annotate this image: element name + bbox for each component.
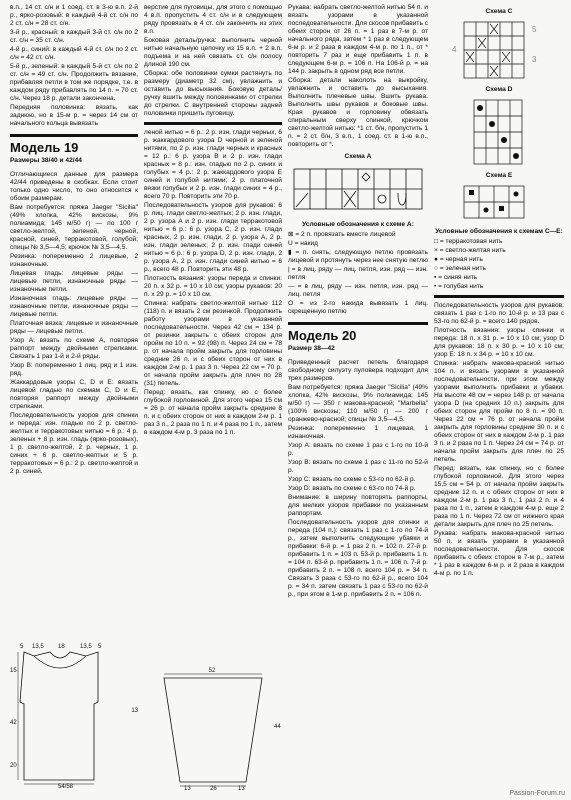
schema-a-chart — [288, 163, 428, 215]
paragraph: Узор D: вязать по схеме с 63-го по 74-й р. — [288, 485, 416, 492]
diagram-width-5: 5 — [98, 644, 102, 650]
sleeve-diagram — [144, 664, 282, 794]
schema-d-chart — [434, 96, 564, 168]
paragraph: Сборка: обе половинки сумки растянуть по размеру (диаметр 32 см), увлажнить и оставить до высыхания. Боковую деталь/ручку вшить между половинками от стрелки до стрелки. С внутренней стороны задней половинки пришить пуговицу. — [144, 70, 282, 117]
paragraph: Резинка: попеременно 1 лицевая, 1 изнаночная. — [288, 425, 428, 440]
model-19-body — [10, 171, 138, 476]
paragraph: Рукава: набрать макова-красной нитью 50 п. и вязать узорами в указанной последовательности. Для скосов прибавить с обеих сторон в 7-м р., затем * 1 раз в каждом 6-м р. и 2 раза в каждом 4-м р. по 1 п. — [434, 530, 564, 577]
svg-text:5: 5 — [532, 25, 537, 34]
schema-c-title: Схема С — [485, 8, 513, 15]
paragraph: 3-й р., красный: в каждый 3-й ст. с/н по 2 ст. с/н = 35 ст. с/н. — [10, 29, 138, 44]
paragraph: Узор С: вязать по схеме с 53-го по 62-й р. — [288, 476, 416, 483]
paragraph: леной нитью = 6 р.: 2 р. изн. глади черных, 6 р. жаккардового узора D черной и зеленой нитями, по 2 р. изн. глади черных и красных = 12 р.: 6 р. узора В и 2 р. изн. глади красных = 8 р.: изн. гладью по 2 р. синих и голубых = 4 р.: 2 р. жаккардового узора Е синей и голубой нитями; 2 р. платочной вязки голубых и 2 р. изн. глади синих = 4 р., всего 70 р. Повторить эти 70 р. — [144, 129, 282, 200]
diagram-width-3: 18 — [58, 644, 65, 650]
schema-d-title: Схема D — [485, 86, 513, 93]
paragraph: Узор В: вязать по схеме 1 раз с 11-го по 52-й р. — [288, 459, 428, 474]
model-19-continued — [144, 129, 282, 437]
schema-a-legend-title: Условные обозначения к схеме А: — [302, 221, 414, 228]
paragraph: Узор А: вязать по схеме 1 раз с 1-го по 10-й р. — [288, 442, 428, 457]
diagram-height-3: 20 — [10, 763, 17, 769]
model-20-sizes: Размер 38—42 — [288, 345, 335, 352]
paragraph: 4-й р., синий: в каждый 4-й ст. с/н по 2 ст. с/н = 42 ст. с/н. — [10, 46, 138, 61]
pattern-diagram — [10, 642, 138, 790]
paragraph: Жаккардовые узоры С, D и Е: вязать лицевой гладью по схемам С, D и Е, повторяя раппорт между двойными стрелками. — [10, 379, 138, 410]
schema-e-title: Схема Е — [485, 172, 513, 179]
watermark: Passion-Forum.ru — [509, 790, 565, 797]
svg-text:3: 3 — [532, 55, 537, 64]
paragraph: ○ = зеленая нить — [434, 265, 486, 272]
paragraph: Вам потребуется: пряжа Jaeger "Sicilia" (49% хлопка, 42% вискозы, 9% полиамида; 145 м/50 г) — 350 г макова-красной; "Marbella" (100% вискозы; 110 м/50 г) — 200 г оранжево-красной; спицы № 3,5—4,5. — [288, 384, 428, 423]
diagram-height-2: 42 — [10, 720, 17, 726]
model-19-sleeves — [288, 4, 428, 149]
sleeve-outline — [164, 678, 262, 782]
paragraph: Боковая деталь/ручка: выполнить черной нитью начальную цепочку из 15 в.п. + 2 в.п. подъема и на ней связать ст. с/н полосу длиной 190 см. — [144, 37, 282, 68]
paragraph: U = накид — [288, 240, 319, 247]
svg-text:4: 4 — [452, 45, 457, 54]
paragraph: ▮ = п. снять, следующую петлю провязать лицевой и протянуть через нее снятую петлю — [288, 249, 428, 264]
column-1 — [10, 4, 138, 796]
sleeve-bottom-3: 13 — [238, 786, 245, 792]
intro-text — [10, 4, 138, 128]
paragraph: Спинка: набрать светло-желтой нитью 112 (118) п. и вязать 2 см резинкой. Продолжить работу узорами в указанной последовательности. Через 42 см = 134 р. от резинки закрыть с обеих сторон для пройм по 10 п. = 92 (98) п. Через 24 см = 78 р. от начала пройм закрыть для горловины средние 26 п. и с обеих сторон от них в каждом 2-м р. 1 раз 3 п. Через 22 см = 70 р. от начала пройм закрыть для плеч по 28 (31) петель. — [144, 300, 282, 387]
sleeve-width-label: 52 — [208, 668, 216, 674]
paragraph: Передняя половинка: вязать, как заднюю, но в 15-м р. = через 14 см от начального кольца вывязать — [10, 104, 138, 127]
paragraph: × = светло-желтая нить — [434, 247, 506, 254]
paragraph: Перед: вязать, как спинку, но с более глубокой горловиной. Для этого через 15 см = 26 р. от начала пройм закрыть средние 8 п. и с обеих сторон от них в каждом 2-м р. 1 раз 3 п., 2 раза по 1 п. и 4 раза по 1 п., затем в каждом 4-м р. 3 раза по 1 п. — [144, 389, 282, 436]
divider — [434, 295, 564, 298]
paragraph: Узор В: попеременно 1 лиц. ряд и 1 изн. ряд. — [10, 362, 138, 377]
schema-c-e-legend — [434, 238, 564, 291]
paragraph: O = из 2-го накида вывязать 1 лиц. скрещенную петлю — [288, 300, 428, 315]
paragraph: ▪ = синяя нить — [434, 274, 478, 281]
sleeve-top-width: 13 — [131, 708, 138, 714]
paragraph: Вам потребуется: пряжа Jaeger "Sicilia" (49% хлопка, 42% вискозы, 9% полиамида; 145 м/50 г) — по 100 г светло-желтой, зеленой, черной, красной, синей, терракотовой, голубой; спицы № 3,5—4,5; крючок № 3,5—4,5. — [10, 204, 138, 251]
model-20-title: Модель 20 — [288, 322, 428, 343]
schema-a-title: Схема А — [344, 153, 372, 160]
diagram-bottom-width: 54/58 — [58, 784, 74, 790]
paragraph: Последовательность узоров для спинки и переда (104 п.): связать 1 раз с 1-го по 74-й р., затем выполнить следующие убавки и прибавки: 6-й р. = 1 раз 2 п. = 102 п. 27-й р. прибавить 1 п. = 103 п. 53-й р. прибавить 1 п. = 104 п. 63-й р. прибавить 1 п. = 106 п. 7-й р. прибавить 2 п. = 108 п. всего 104 р. = 34 п. Связать 3 раза с 53-го по 62-й р., всего 104 р. = 34 п. затем связать 1 раз с 53-го по 62-й р., при этом в 1-м р. прибавить 2 п. = 106 п. — [288, 519, 428, 598]
paragraph: Изнаночная гладь: лицевые ряды — изнаночные петли, изнаночные ряды — лицевые петли. — [10, 295, 138, 318]
column-3 — [288, 4, 428, 796]
paragraph: Последовательность узоров для рукавов: связать 1 раз с 1-го по 10-й р. и 13 раз с 53-го по 62-й р. = всего 140 рядов. — [434, 302, 564, 325]
paragraph: Лицевая гладь: лицевые ряды — лицевые петли, изнаночные ряды — изнаночные петли. — [10, 270, 138, 293]
paragraph: Внимание: в ширину повторять раппорты, для мелких узоров прибавки по указанным раппортам. — [288, 494, 428, 517]
paragraph: Рукава: набрать светло-желтой нитью 54 п. и вязать узорами в указанной последовательности. Для скосов прибавить с обеих сторон от 26 п. = 1 раз в 7-м р. от начального ряда, затем * 1 раз в следующем 6-м р. и 2 раза в каждом 4-м р. по 1 п., от * повторить 7 раз и еще прибавить 1 п. в следующем 6-м р. = 106 п. На 106-й р. = на 144 р. закрыть в одном ряд все петли. — [288, 4, 428, 75]
paragraph: Последовательность узоров для рукавов: 6 р. лиц. глади светло-желтых; 2 р. изн. глади, 2 р. узора А и 2 р. изн. глади терракотовой нитью = 6 р.: 6 р. узора С, 2 р. изн. глади красных, 2 р. изн. глади, 2 р. узора А, 2 р. изн. глади зеленых; 2 р. изн. глади синей нитью = 6 р.: 6 р. узора D, 2 р. изн. глади, 2 р. узора А, 2 р. изн. глади синей нитью = 6 р., всего 48 р. Повторить эти 48 р. — [144, 202, 282, 273]
paragraph: Плотность вязания: узоры переда и спинки: 20 п. х 32 р. = 10 х 10 см; узоры рукавов: 20 п. х 29 р. = 10 х 10 см. — [144, 275, 282, 298]
model-20-continued — [434, 302, 564, 578]
diagram-width-4: 13,5 — [80, 644, 92, 650]
paragraph: Отличающиеся данные для размера 42/44 приведены в скобках. Если стоит только одно число, то оно относится к обоим размерам. — [10, 171, 138, 202]
model-19-title: Модель 19 — [10, 134, 138, 155]
paragraph: Сборка: детали наколоть на выкройку, увлажнить и оставить до высыхания. Выполнить плечевые швы. Вшить рукава. Выполнить швы рукавов и боковые швы. Края рукавов и горловину обвязать спиральным сверху спинкой, крючком светло-желтой нитью: *1 ст. б/н, пропустить 1 п. = 2 ст. б/н, 3 в.п., 1 соед. ст. в 1-ю в.п., повторить от *. — [288, 77, 428, 148]
bag-assembly-text — [144, 4, 282, 118]
column-4 — [434, 4, 564, 796]
schema-c-chart — [434, 18, 564, 82]
paragraph: □ = терракотовая нить — [434, 238, 503, 245]
schema-e-chart — [434, 182, 564, 222]
paragraph: — = в лиц. ряду — изн. петля, изн. ряд — лиц. петля — [288, 283, 428, 298]
paragraph: | = в лиц. ряду — лиц. петля, изн. ряд — изн. петля — [288, 266, 428, 281]
paragraph: • = голубая нить — [434, 283, 484, 290]
sleeve-bottom-1: 13 — [184, 786, 191, 792]
paragraph: Узор А: вязать по схеме А, повторяя раппорт между двойными стрелками. Связать 1 раз 1-й и 2-й ряды. — [10, 337, 138, 360]
paragraph: Спинка: набрать макова-красной нитью 104 п. и вязать узорами в указанной последовательности, при этом между узорами выполнить прибавки и убавки. На высоте 48 см = через 148 р. от начала узора D (на средних 10 п.) закрыть для обеих сторон для пройм по 8 п. = 90 п. Через 22 см = 76 р. от начала пройм закрыть для горловины средние 30 п. и с обеих сторон от них в каждом 2-м р. 1 раз 3 п. и 2 раза по 1 п. Через 24 см = 74 р. от начала пройм закрыть для плеч по 25 петель. — [434, 360, 564, 463]
schema-a-legend — [288, 231, 428, 316]
paragraph: Приведенный расчет петель благодаря свободному силуэту пуловера подходит для трех размеров. — [288, 359, 428, 382]
paragraph: 5-й р., зеленый: в каждый 5-й ст. с/н по 2 ст. с/н = 49 ст. с/н. Продолжить вязание, прибавляя петли в том же порядке, т.е. в каждом ряду прибавлять по 14 п. = 70 ст. с/н. Через 18 р. детали закончена. — [10, 63, 138, 102]
paragraph: Последовательность узоров для спинки и переда: изн. гладью по 2 р. светло-желтых и терракотовых нитью = 6 р.: 4 р. зеленых + 8 р. изн. гладь (ярко-розовых), 1 р. светло-желтой, 2 р. черных, 1 р. синих + 6 р. светло-желтых и 5 р. терракотовых = 6 р.: 2 р. светло-желтой и 2 р. синей. — [10, 412, 138, 475]
sleeve-height-label: 44 — [274, 724, 281, 730]
divider — [144, 122, 282, 125]
schema-c-e-legend-title: Условные обозначения к схемам С—Е: — [435, 228, 563, 235]
diagram-width-2: 13,5 — [32, 644, 44, 650]
diagram-height-1: 15 — [10, 668, 17, 674]
paragraph: ● = черная нить — [434, 256, 483, 263]
column-2 — [144, 4, 282, 796]
sleeve-bottom-2: 26 — [210, 786, 217, 792]
model-19-sizes: Размеры 38/40 и 42/44 — [10, 157, 82, 164]
paragraph: ⊠ = 2 п. провязать вместе лицевой — [288, 231, 396, 238]
paragraph: Перед: вязать, как спинку, но с более глубокой горловиной. Для этого через 15,5 см = 54 р. от начала пройм закрыть средние 12 п. и с обеих сторон от них в каждом 2-м р. 1 раз 3 п., 1 раз 2 п. и 4 раза по 1 п., затем в каждом 4-м р. еще 2 раза по 1 п. Через 72 см от нижнего края детали закрыть для плеч по 25 петель. — [434, 465, 564, 528]
model-20-body — [288, 359, 428, 599]
body-outline — [20, 652, 98, 780]
paragraph: Платочная вязка: лицевые и изнаночные ряды — лицевые петли. — [10, 320, 138, 335]
paragraph: в.п., 14 ст. с/н и 1 соед. ст. в 3-ю в.п. 2-й р., ярко-розовый: в каждый 4-й ст. с/н по 2 ст. с/н = 28 ст. с/н. — [10, 4, 138, 27]
paragraph: Резинка: попеременно 2 лицевые, 2 изнаночные. — [10, 253, 138, 268]
paragraph: верстие для пуговицы, для этого с помощью 4 в.п. пропустить 4 ст. с/н и в следующем ряду провязать в 4 ст. с/н закончить из этих в.п. — [144, 4, 282, 35]
diagram-width-1: 5 — [20, 644, 24, 650]
paragraph: Плотность вязания: узоры спинки и переда: 18 п. х 31 р. = 10 х 10 см; узор D для рукавов: 18 п. х 30 р. = 10 х 10 см; узор Е: 18 п. х 34 р. = 10 х 10 см. — [434, 327, 564, 358]
